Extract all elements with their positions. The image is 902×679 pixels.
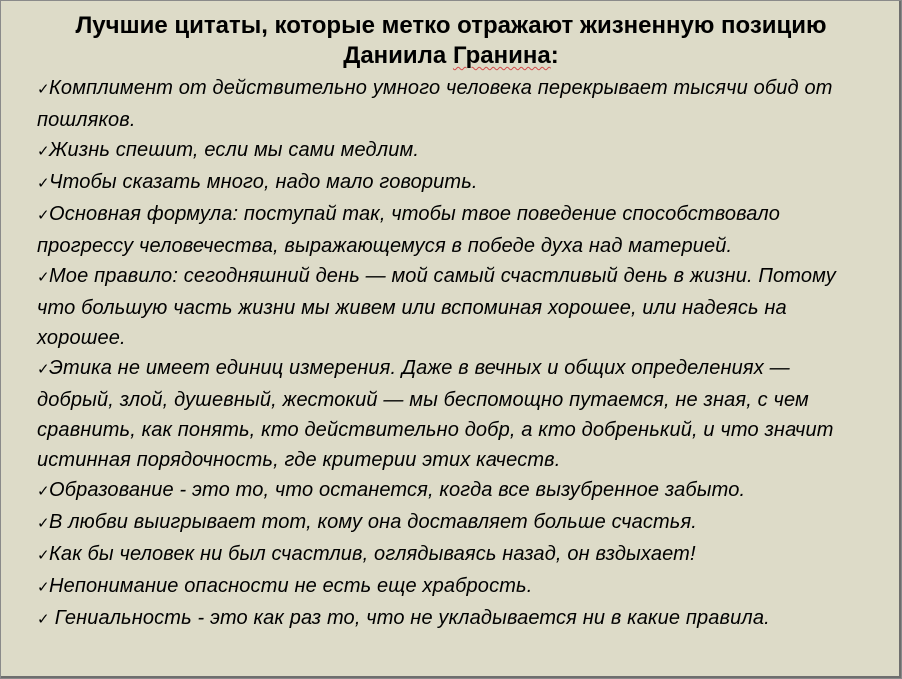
quote-list	[37, 73, 871, 635]
quote-text: Этика не имеет единиц измерения. Даже в вечных и общих определениях — добрый, злой, душевный, жестокий — мы беспомощно путаемся, не зная, с чем сравнить, как понять, кто действительно добр, а кто добренький, и что значит истинная порядочность, где критерии этих качеств.	[37, 357, 834, 471]
quote-item	[37, 507, 871, 539]
quote-item	[37, 167, 871, 199]
check-icon: ✓	[37, 547, 50, 564]
quote-text: Как бы человек ни был счастлив, оглядываясь назад, он вздыхает!	[49, 543, 696, 565]
quote-text: Чтобы сказать много, надо мало говорить.	[49, 171, 478, 193]
check-icon: ✓	[37, 207, 50, 224]
check-icon: ✓	[37, 483, 50, 500]
quote-text: Комплимент от действительно умного человека перекрывает тысячи обид от пошляков.	[37, 77, 833, 131]
quote-item	[37, 73, 871, 135]
quote-item	[37, 353, 871, 475]
quote-text: В любви выигрывает тот, кому она доставляет больше счастья.	[49, 511, 698, 533]
quote-text: Мое правило: сегодняшний день — мой самый счастливый день в жизни. Потому что большую часть жизни мы живем или вспоминая хорошее, или надеясь на хорошее.	[37, 265, 836, 349]
quote-item	[37, 475, 871, 507]
quote-item	[37, 571, 871, 603]
quote-item	[37, 603, 871, 635]
check-icon: ✓	[37, 81, 50, 98]
quote-text: Основная формула: поступай так, чтобы твое поведение способствовало прогрессу человечества, выражающемуся в победе духа над материей.	[37, 203, 781, 257]
check-icon: ✓	[37, 579, 50, 596]
quote-text: Жизнь спешит, если мы сами медлим.	[49, 139, 420, 161]
quote-item	[37, 539, 871, 571]
check-icon: ✓	[37, 269, 50, 286]
quote-text: Образование - это то, что останется, когда все вызубренное забыто.	[49, 479, 746, 501]
check-icon: ✓	[37, 143, 50, 160]
quote-item	[37, 135, 871, 167]
title-author-name: Гранина	[452, 42, 551, 69]
title-line-2-end: :	[550, 42, 559, 69]
check-icon: ✓	[37, 515, 50, 532]
title-line-2-start: Даниила	[343, 42, 453, 69]
quote-item	[37, 199, 871, 261]
slide-title	[29, 1, 873, 71]
quote-item	[37, 261, 871, 353]
title-line-1: Лучшие цитаты, которые метко отражают жизненную позицию	[75, 12, 827, 39]
check-icon: ✓	[37, 175, 50, 192]
quote-text: Непонимание опасности не есть еще храбрость.	[49, 575, 533, 597]
check-icon: ✓	[37, 611, 50, 628]
check-icon: ✓	[37, 361, 50, 378]
quote-text: Гениальность - это как раз то, что не укладывается ни в какие правила.	[49, 607, 770, 629]
